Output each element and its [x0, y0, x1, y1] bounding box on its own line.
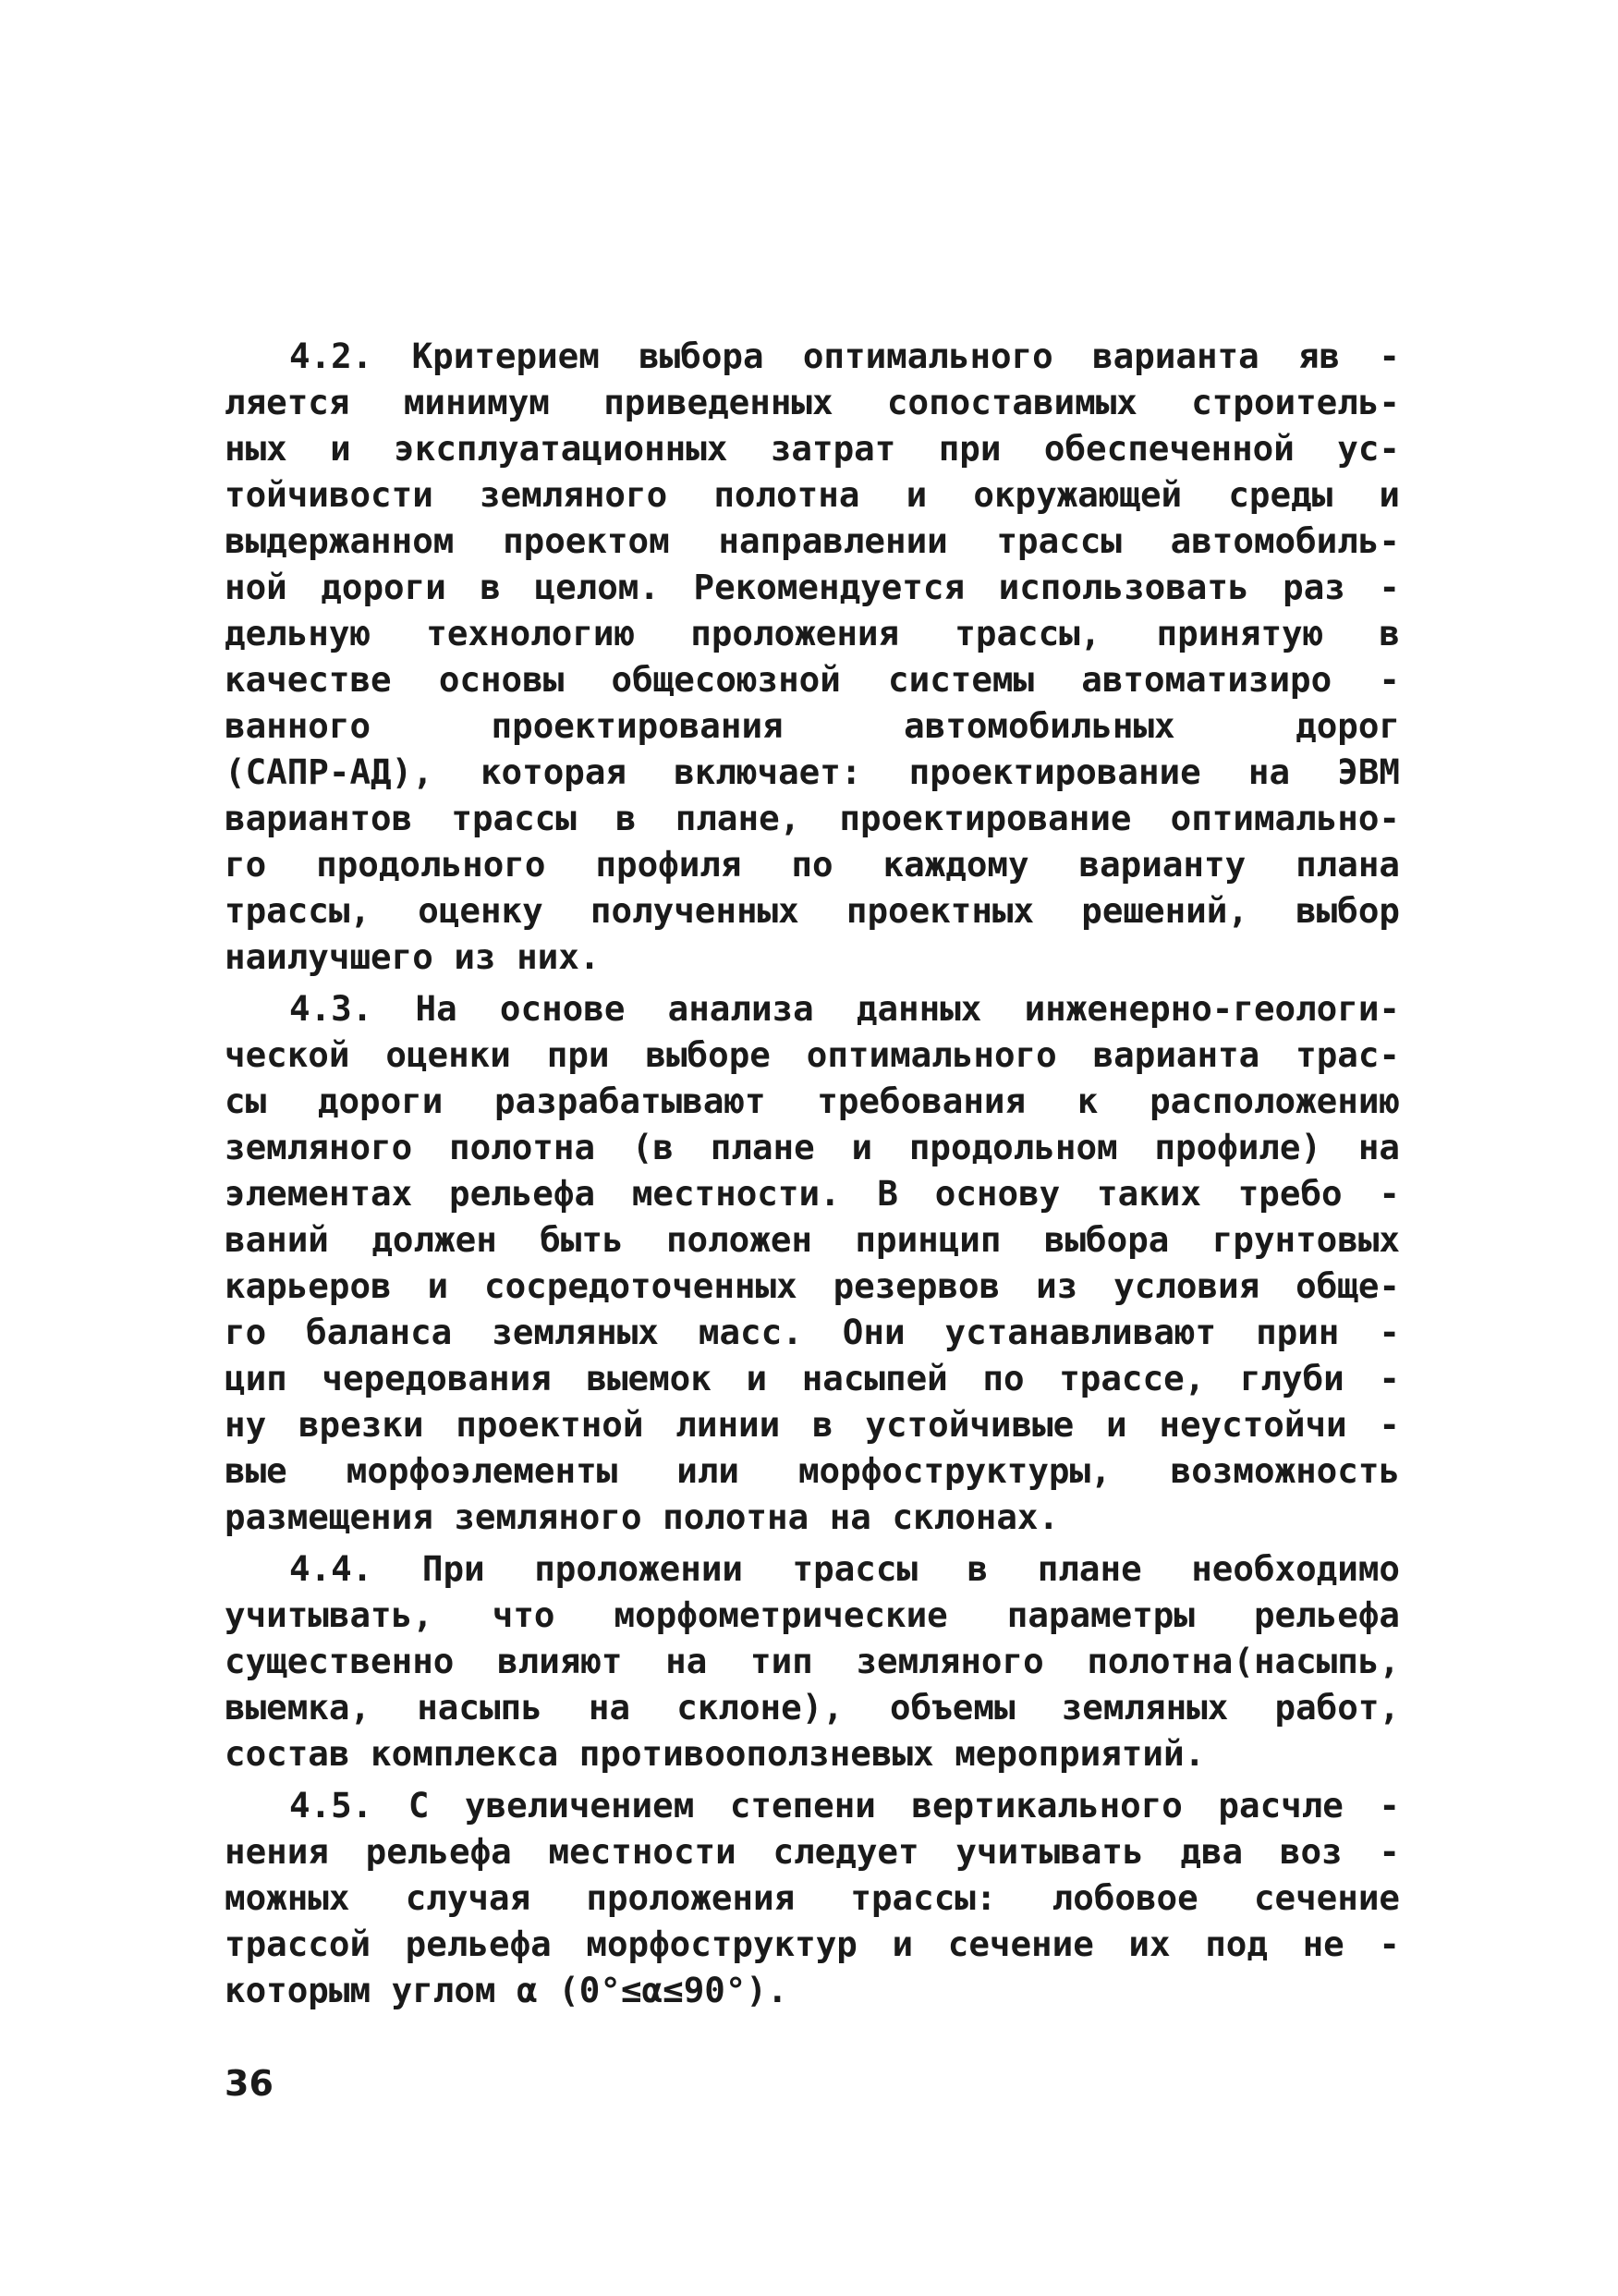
text-line: существенно влияют на тип земляного полотна(насыпь,: [225, 1641, 1400, 1681]
text-line: размещения земляного полотна на склонах.: [225, 1496, 1060, 1537]
paragraph-4-5: [225, 1782, 1400, 2013]
text-line: выдержанном проектом направлении трассы автомобиль-: [225, 520, 1400, 561]
text-line: ческой оценки при выборе оптимального варианта трас-: [225, 1034, 1400, 1075]
paragraph-4-2: [225, 333, 1400, 980]
text-line: карьеров и сосредоточенных резервов из условия обще-: [225, 1265, 1400, 1306]
text-line: которым углом α (0°≤α≤90°).: [225, 1970, 788, 2010]
text-line: учитывать, что морфометрические параметры рельефа: [225, 1594, 1400, 1635]
text-line: состав комплекса противооползневых мероприятий.: [225, 1733, 1206, 1774]
text-line: 4.2. Критерием выбора оптимального варианта яв -: [289, 336, 1400, 376]
text-line: го баланса земляных масс. Они устанавливают прин -: [225, 1312, 1400, 1352]
text-line: качестве основы общесоюзной системы автоматизиро -: [225, 659, 1400, 700]
text-line: ваний должен быть положен принцип выбора грунтовых: [225, 1219, 1400, 1260]
text-line: земляного полотна (в плане и продольном профиле) на: [225, 1127, 1400, 1167]
text-line: вые морфоэлементы или морфоструктуры, возможность: [225, 1450, 1400, 1491]
page-number: 36: [225, 2063, 274, 2104]
paragraph-4-4: [225, 1545, 1400, 1777]
text-line: трассы, оценку полученных проектных решений, выбор: [225, 890, 1400, 931]
text-line: 4.5. С увеличением степени вертикального расчле -: [289, 1785, 1400, 1826]
text-line: можных случая проложения трассы: лобовое сечение: [225, 1877, 1400, 1918]
text-line: го продольного профиля по каждому варианту плана: [225, 844, 1400, 885]
text-line: цип чередования выемок и насыпей по трассе, глуби -: [225, 1358, 1400, 1398]
text-line: тойчивости земляного полотна и окружающей среды и: [225, 474, 1400, 515]
text-line: сы дороги разрабатывают требования к расположению: [225, 1081, 1400, 1121]
text-line: выемка, насыпь на склоне), объемы земляных работ,: [225, 1687, 1400, 1728]
paragraph-4-3: [225, 985, 1400, 1540]
text-line: вариантов трассы в плане, проектирование оптимально-: [225, 798, 1400, 838]
text-line: ных и эксплуатационных затрат при обеспеченной ус-: [225, 428, 1400, 469]
text-line: ной дороги в целом. Рекомендуется использовать раз -: [225, 567, 1400, 607]
text-line: элементах рельефа местности. В основу таких требо -: [225, 1173, 1400, 1214]
text-line: (САПР-АД), которая включает: проектирование на ЭВМ: [225, 751, 1400, 792]
text-line: ляется минимум приведенных сопоставимых строитель-: [225, 382, 1400, 422]
text-line: ванного проектирования автомобильных дорог: [225, 705, 1400, 746]
text-line: дельную технологию проложения трассы, принятую в: [225, 613, 1400, 653]
text-line: нения рельефа местности следует учитывать два воз -: [225, 1831, 1400, 1872]
text-line: ну врезки проектной линии в устойчивые и неустойчи -: [225, 1404, 1400, 1445]
text-line: 4.3. На основе анализа данных инженерно-геологи-: [289, 988, 1400, 1029]
body-text: [225, 333, 1400, 2013]
text-line: 4.4. При проложении трассы в плане необходимо: [289, 1548, 1400, 1589]
text-line: наилучшего из них.: [225, 936, 601, 977]
text-line: трассой рельефа морфоструктур и сечение их под не -: [225, 1924, 1400, 1964]
